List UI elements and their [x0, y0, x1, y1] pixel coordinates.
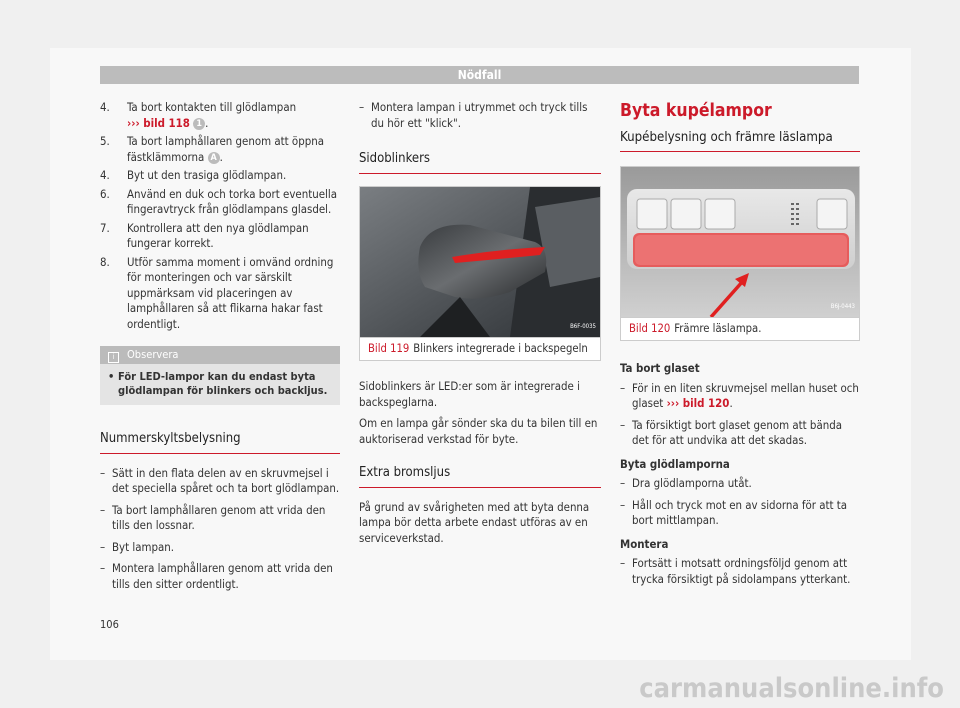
figure-laslampa: [620, 166, 860, 342]
note-header: i Observera: [100, 346, 340, 364]
dash-list: [620, 476, 860, 529]
subheading: Ta bort glaset: [620, 361, 700, 375]
dash-list: [100, 466, 340, 593]
mirror-image: B6F-0035: [360, 187, 600, 337]
dash-list: [359, 100, 601, 131]
step-item: 4. Ta bort kontakten till glödlampan ››› bild 118 1 .: [100, 100, 297, 130]
info-icon: i: [108, 352, 119, 363]
list-item: – Montera lampan i utrymmet och tryck tills du hör ett "klick".: [359, 100, 588, 130]
callout-badge: A: [208, 152, 220, 164]
list-item: – Ta bort lamphållaren genom att vrida den tills den lossnar.: [100, 502, 326, 532]
subheading: Byta glödlamporna: [620, 456, 730, 471]
step-item: 7. Kontrollera att den nya glödlampan fungerar korrekt.: [100, 220, 309, 250]
lamp-image: B6J-0443: [621, 167, 859, 317]
step-item: 5. Ta bort lamphållaren genom att öppna fästklämmorna A .: [100, 134, 324, 164]
step-item: 8. Utför samma moment i omvänd ordning för monteringen och var särskilt uppmärksam vid placeringen av lamphållaren så att flikarna hakar fast ordentligt.: [100, 254, 334, 331]
column-left: [100, 100, 340, 598]
section-title: Sidoblinkers: [359, 151, 601, 174]
subheading: Montera: [620, 536, 669, 551]
list-item: – Håll och tryck mot en av sidorna för att ta bort mittlampan.: [620, 497, 848, 527]
figure-link[interactable]: ››› bild 120: [666, 396, 730, 410]
paragraph: Om en lampa går sönder ska du ta bilen till en auktoriserad verkstad för byte.: [359, 416, 598, 446]
column-middle: [359, 100, 601, 552]
step-item: 6. Använd en duk och torka bort eventuella fingeravtryck från glödlampans glasdel.: [100, 186, 337, 216]
bullet-icon: •: [108, 370, 115, 383]
note-box: [100, 346, 340, 405]
list-item: – Sätt in den flata delen av en skruvmejsel i det speciella spåret och ta bort glödlampan.: [100, 465, 340, 495]
figure-sidoblinkers: [359, 186, 601, 362]
dash-list: [620, 381, 860, 449]
list-item: – Ta försiktigt bort glaset genom att bända det för att undvika att det skadas.: [620, 417, 843, 447]
column-right: [620, 100, 860, 593]
footer: [0, 660, 960, 708]
mirror-illustration: [360, 187, 600, 337]
page-header: Nödfall: [100, 66, 859, 84]
figure-link[interactable]: ››› bild 118: [127, 115, 190, 130]
list-item: – Dra glödlamporna utåt.: [620, 476, 752, 490]
watermark: carmanualsonline.info: [639, 673, 944, 704]
list-item: – Fortsätt i motsatt ordningsföljd genom att trycka försiktigt på sidolampans ytterkant.: [620, 556, 851, 586]
section-title: Nummerskyltsbelysning: [100, 431, 340, 454]
list-item: – Montera lamphållaren genom att vrida den tills den sitter ordentligt.: [100, 561, 333, 591]
reading-lamp-illustration: [621, 167, 859, 317]
chapter-title: Byta kupélampor: [620, 101, 772, 121]
section-title: Kupébelysning och främre läslampa: [620, 130, 860, 152]
note-body: • För LED-lampor kan du endast byta glödlampan för blinkers och backljus.: [100, 364, 340, 405]
page-number: 106: [100, 618, 119, 631]
callout-badge: 1: [193, 118, 205, 130]
dash-list: [620, 556, 860, 587]
figure-caption: Bild 120 Främre läslampa.: [621, 317, 859, 341]
paragraph: På grund av svårigheten med att byta denna lampa bör detta arbete endast utföras av en serviceverkstad.: [359, 499, 590, 545]
list-item: – För in en liten skruvmejsel mellan huset och glaset ››› bild 120.: [620, 380, 859, 410]
paragraph: Sidoblinkers är LED:er som är integrerade i backspeglarna.: [359, 379, 580, 409]
section-title: Extra bromsljus: [359, 465, 601, 488]
list-item: – Byt lampan.: [100, 539, 175, 554]
figure-caption: Bild 119 Blinkers integrerade i backspegeln: [360, 337, 600, 361]
step-list: [100, 100, 340, 332]
step-item: 4. Byt ut den trasiga glödlampan.: [100, 168, 287, 182]
